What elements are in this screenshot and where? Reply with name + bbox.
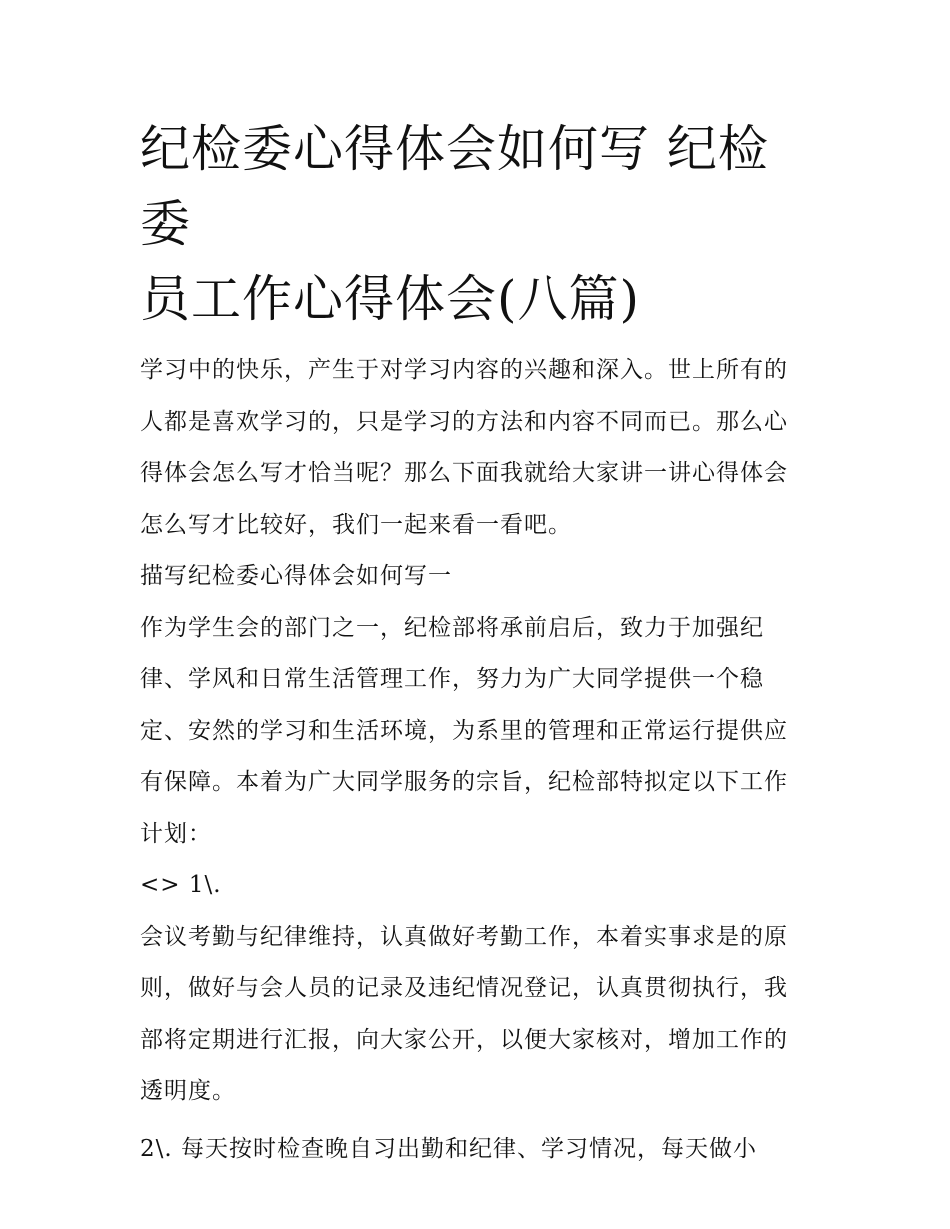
body-paragraph: 作为学生会的部门之一，纪检部将承前启后，致力于加强纪 律、学风和日常生活管理工作，努力为广大同学提供一个稳 定、安然的学习和生活环境，为系里的管理和正常运行提供应 有保障。本着为广大同学服务的宗旨，纪检部特拟定以下工作 计划：	[140, 614, 788, 847]
section-heading: 描写纪检委心得体会如何写一	[140, 563, 452, 589]
document-page	[140, 112, 812, 1175]
list-marker: <> 1\.	[140, 872, 222, 898]
document-title: 纪检委心得体会如何写 纪检委 员工作心得体会(八篇)	[140, 120, 769, 328]
list-item: 2\. 每天按时检查晚自习出勤和纪律、学习情况，每天做小	[140, 1135, 758, 1162]
body-paragraph: 会议考勤与纪律维持，认真做好考勤工作，本着实事求是的原 则，做好与会人员的记录及违纪情况登记，认真贯彻执行，我 部将定期进行汇报，向大家公开，以便大家核对，增加工作的 透明度。	[140, 923, 788, 1104]
intro-paragraph: 学习中的快乐，产生于对学习内容的兴趣和深入。世上所有的 人都是喜欢学习的，只是学习的方法和内容不同而已。那么心 得体会怎么写才恰当呢？那么下面我就给大家讲一讲心得体会 怎么写才比较好，我们一起来看一看吧。	[140, 357, 788, 538]
